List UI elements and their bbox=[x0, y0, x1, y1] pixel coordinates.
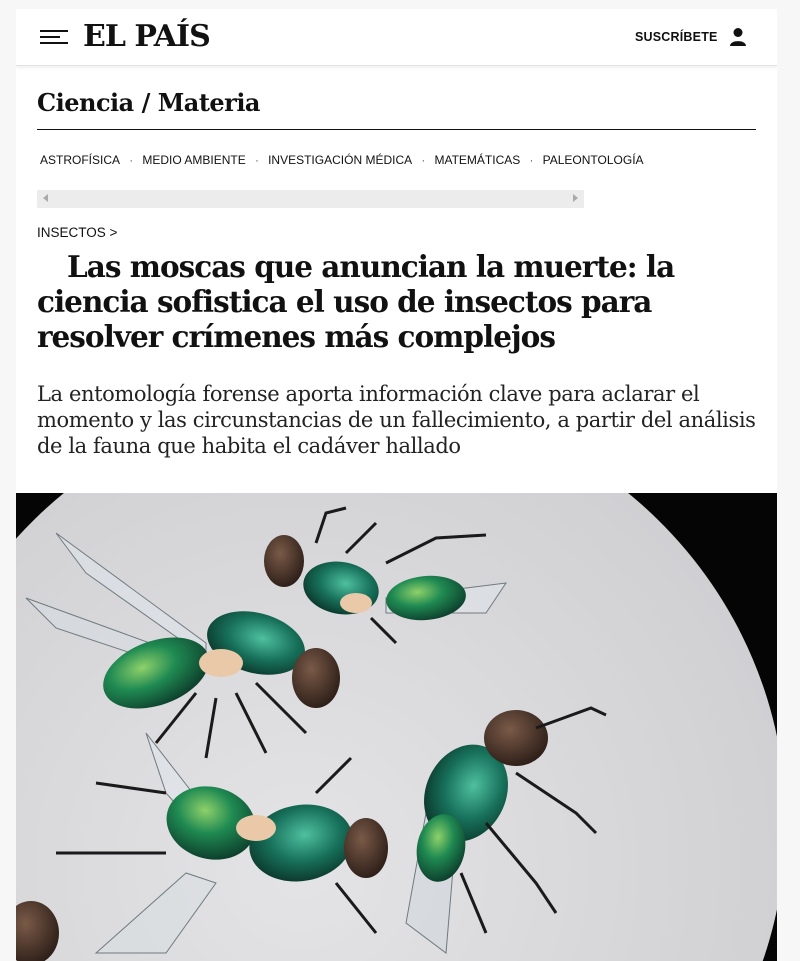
article-headline: Las moscas que anuncian la muerte: la ciencia sofistica el uso de insectos para resolver crímenes más complejos bbox=[37, 249, 675, 354]
subnav-item-astrofisica[interactable]: ASTROFÍSICA bbox=[40, 153, 121, 167]
subnav-item-matematicas[interactable]: MATEMÁTICAS bbox=[434, 153, 521, 167]
hamburger-menu-icon[interactable] bbox=[40, 28, 68, 46]
section-title[interactable]: Ciencia / Materia bbox=[37, 88, 260, 117]
article-kicker-link[interactable]: INSECTOS > bbox=[37, 225, 118, 240]
article-subtitle: La entomología forense aporta información clave para aclarar el momento y las circunstancias de un fallecimiento, a partir del análisis de la fauna que habita el cadáver hallado bbox=[37, 382, 756, 458]
subnav-separator: · bbox=[529, 155, 534, 167]
subnav-separator: · bbox=[421, 155, 426, 167]
article-main-photo bbox=[16, 493, 777, 961]
subscribe-button[interactable]: SUSCRÍBETE bbox=[635, 30, 718, 44]
subnav-scrollbar[interactable] bbox=[37, 190, 584, 208]
subnav-item-paleontologia[interactable]: PALEONTOLOGÍA bbox=[542, 153, 644, 167]
scroll-left-icon[interactable] bbox=[43, 194, 48, 202]
subnav-item-investigacion-medica[interactable]: INVESTIGACIÓN MÉDICA bbox=[268, 153, 413, 167]
section-divider bbox=[37, 129, 756, 130]
user-icon[interactable] bbox=[729, 27, 747, 47]
site-logo[interactable]: EL PAÍS bbox=[83, 19, 210, 54]
subnav-separator: · bbox=[129, 155, 134, 167]
scroll-right-icon[interactable] bbox=[573, 194, 578, 202]
blowflies-photo bbox=[16, 493, 777, 961]
subnav-separator: · bbox=[255, 155, 259, 167]
subsection-nav bbox=[40, 152, 644, 170]
subnav-item-medio-ambiente[interactable]: MEDIO AMBIENTE bbox=[142, 153, 246, 167]
page bbox=[16, 9, 777, 961]
top-navigation-bar bbox=[16, 9, 777, 66]
